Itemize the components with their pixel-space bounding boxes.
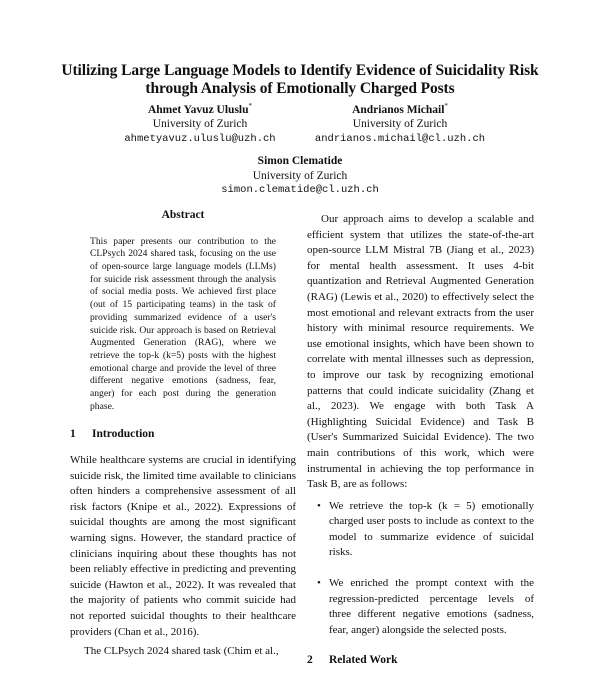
section-number: 1 <box>70 428 76 441</box>
section-number: 2 <box>307 654 313 667</box>
approach-paragraph: Our approach aims to develop a scalable and efficient system that utilizes the state-of-the-art open-source LLM Mistral 7B (Jiang et al., 2023) for mental health assessment. It uses 4-bit quantization and Retrieval Augmented Generation (RAG) (Lewis et al., 2020) to effectively select the most emotional and relevant extracts from the user history with minimal resource requirements. We use emotional insights, which have been shown to correlate with mental illnesses such as depression, to improve our task by recognizing emotional patterns that could indicate suicidality (Zhang et al., 2023). We engage with both Task A (Highlighting Suicidal Evidence) and Task B (User's Summarized Suicidal Evidence). The two main contributions of this work, which were instrumental in achieving the top performance in Task B, are as follows: <box>307 213 534 491</box>
title-line-1: Utilizing Large Language Models to Identify Evidence of Suicidality Risk <box>61 62 539 79</box>
bullet-icon: • <box>317 577 321 590</box>
paper-title <box>40 62 560 98</box>
left-column <box>70 208 296 660</box>
contributions-list <box>307 499 534 639</box>
author-email[interactable]: simon.clematide@cl.uzh.ch <box>221 184 379 196</box>
intro-paragraph-1: While healthcare systems are crucial in identifying suicide risk, the limited time available to clinicians often hinders a comprehensive assessment of all risk factors (Knipe et al., 2022). Expressions of suicidal thoughts are among the most significant warning signs. However, the standard practice of clinicians inquiring about these thoughts has not been reliably effective in predicting and preventing suicide (Hawton et al., 2022). It was revealed that the majority of patients who commit suicide had not reported suicidal thoughts to their healthcare providers (Chan et al., 2016). <box>70 454 296 638</box>
section-title: Related Work <box>329 654 398 667</box>
abstract-text: This paper presents our contribution to the CLPsych 2024 shared task, focusing on the use of open-source large language models (LLMs) for suicide risk assessment through the analysis of social media posts. We achieved first place (out of 15 participating teams) in the task of providing summarized evidence of a user's suicide risk. Our approach is based on Retrieval Augmented Generation (RAG), where we retrieve the top-k (k=5) posts with the highest emotional charge and provide the level of three different negative emotions (sadness, fear, anger) for each post during the generation phase. <box>90 235 276 412</box>
list-item <box>307 499 534 561</box>
equal-contribution-mark: * <box>248 102 253 110</box>
right-column <box>307 212 534 679</box>
list-item-text: We retrieve the top-k (k = 5) emotionally charged user posts to include as context to the model to summarize evidence of suicidal risks. <box>329 499 534 559</box>
author-block-2 <box>300 99 500 146</box>
title-line-2: through Analysis of Emotionally Charged Posts <box>145 80 455 97</box>
section-title: Introduction <box>92 428 155 441</box>
author-name: Andrianos Michail <box>352 103 445 116</box>
author-affiliation: University of Zurich <box>152 118 248 131</box>
section-heading-related-work <box>307 653 534 669</box>
intro-paragraph-2: The CLPsych 2024 shared task (Chim et al., <box>84 645 279 658</box>
author-name: Simon Clematide <box>257 155 343 167</box>
author-affiliation: University of Zurich <box>252 169 348 182</box>
list-item <box>307 576 534 638</box>
equal-contribution-mark: * <box>444 102 448 110</box>
section-heading-introduction <box>70 427 296 443</box>
author-block-1 <box>100 99 300 146</box>
author-block-3 <box>200 154 400 198</box>
author-affiliation: University of Zurich <box>352 118 448 131</box>
author-email[interactable]: andrianos.michail@cl.uzh.ch <box>314 132 486 145</box>
list-item-text: We enriched the prompt context with the regression-predicted percentage levels of three different negative emotions (sadness, fear, anger) alongside the selected posts. <box>329 577 534 636</box>
abstract-heading: Abstract <box>161 209 205 221</box>
bullet-icon: • <box>317 499 321 512</box>
author-name: Ahmet Yavuz Uluslu <box>147 103 249 116</box>
author-email[interactable]: ahmetyavuz.uluslu@uzh.ch <box>124 132 276 145</box>
